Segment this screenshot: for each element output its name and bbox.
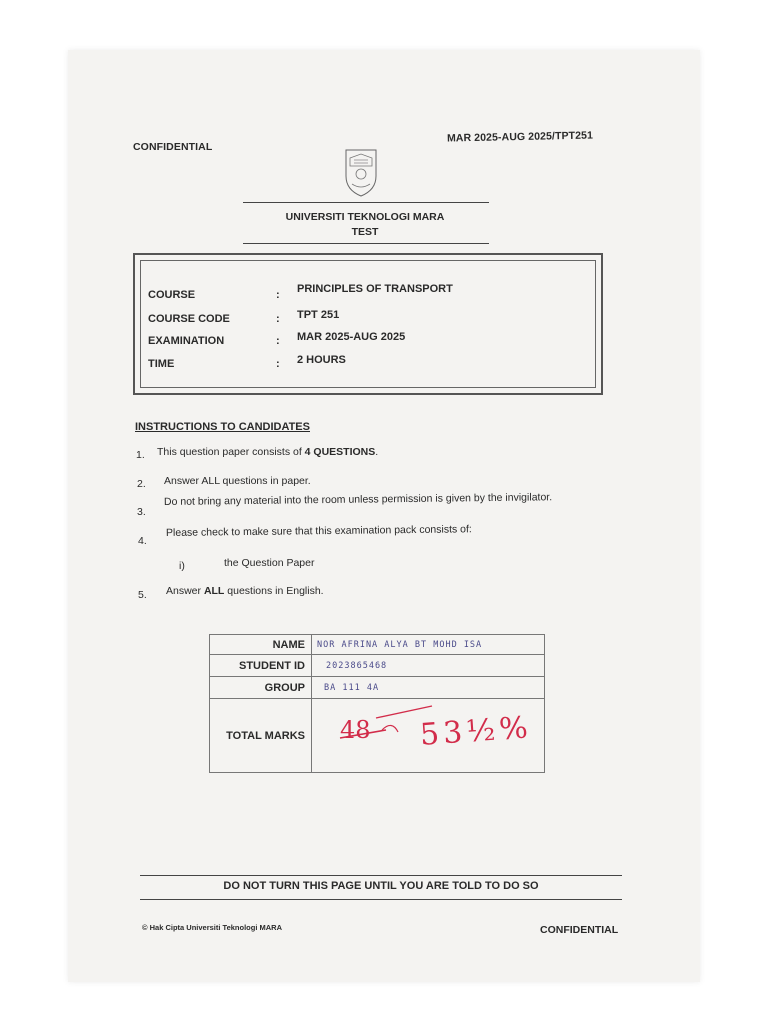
name-label: NAME xyxy=(210,635,312,655)
do-not-turn-warning: DO NOT TURN THIS PAGE UNTIL YOU ARE TOLD TO DO SO xyxy=(223,880,539,892)
exam-paper-sheet xyxy=(68,50,700,982)
instruction-5-text-post: questions in English. xyxy=(224,585,324,597)
instruction-4-sub-i-text: the Question Paper xyxy=(224,557,315,569)
examination-colon: : xyxy=(276,335,280,347)
instruction-5-text xyxy=(166,585,324,597)
exam-code-header: MAR 2025-AUG 2025/TPT251 xyxy=(446,129,594,145)
name-value: NOR AFRINA ALYA BT MOHD ISA xyxy=(312,635,545,655)
university-name: UNIVERSITI TEKNOLOGI MARA xyxy=(285,211,445,223)
time-colon: : xyxy=(276,358,280,370)
university-crest-icon xyxy=(342,146,380,198)
struck-marks: 48 xyxy=(340,716,371,744)
instruction-3-number: 3. xyxy=(137,506,146,518)
instruction-1-text-post: . xyxy=(375,446,379,458)
time-label: TIME xyxy=(148,358,175,370)
course-code-label: COURSE CODE xyxy=(148,313,230,325)
course-code-value: TPT 251 xyxy=(297,309,340,321)
examination-label: EXAMINATION xyxy=(148,335,225,347)
total-marks-label: TOTAL MARKS xyxy=(210,699,312,773)
title-rule-top xyxy=(243,202,489,203)
instruction-5-number: 5. xyxy=(138,589,147,601)
name-row xyxy=(210,635,545,655)
instruction-2-number: 2. xyxy=(137,478,146,490)
course-colon: : xyxy=(276,289,280,301)
time-value: 2 HOURS xyxy=(297,354,346,366)
course-value: PRINCIPLES OF TRANSPORT xyxy=(297,283,453,295)
instruction-2-text: Answer ALL questions in paper. xyxy=(164,475,311,487)
examination-value: MAR 2025-AUG 2025 xyxy=(297,331,406,343)
confidential-footer: CONFIDENTIAL xyxy=(540,924,619,936)
title-rule-bottom xyxy=(243,243,489,244)
instruction-1-text xyxy=(157,446,378,458)
course-code-colon: : xyxy=(276,313,280,325)
instruction-1-text-bold: 4 QUESTIONS xyxy=(304,446,376,458)
course-label: COURSE xyxy=(148,289,196,301)
instruction-5-text-pre: Answer xyxy=(166,585,204,597)
footer-rule-bottom xyxy=(140,899,622,900)
confidential-header-left: CONFIDENTIAL xyxy=(133,141,213,153)
student-id-value: 2023865468 xyxy=(312,655,545,677)
test-title: TEST xyxy=(351,226,379,238)
copyright-note: © Hak Cipta Universiti Teknologi MARA xyxy=(142,923,282,932)
instruction-5-text-bold: ALL xyxy=(203,585,225,597)
group-row xyxy=(210,677,545,699)
group-value: BA 111 4A xyxy=(312,677,545,699)
instruction-1-text-pre: This question paper consists of xyxy=(157,446,305,458)
instruction-1-number: 1. xyxy=(136,449,145,461)
group-label: GROUP xyxy=(210,677,312,699)
footer-rule-top xyxy=(140,875,622,876)
student-id-row xyxy=(210,655,545,677)
instructions-title: INSTRUCTIONS TO CANDIDATES xyxy=(135,421,310,433)
instruction-4-sub-i-number: i) xyxy=(179,560,185,572)
instruction-4-text: Please check to make sure that this examination pack consists of: xyxy=(165,523,472,539)
instruction-3-text: Do not bring any material into the room unless permission is given by the invigilator. xyxy=(163,491,553,508)
student-id-label: STUDENT ID xyxy=(210,655,312,677)
total-marks-value: 53½% xyxy=(418,710,533,753)
instruction-4-number: 4. xyxy=(138,535,147,547)
